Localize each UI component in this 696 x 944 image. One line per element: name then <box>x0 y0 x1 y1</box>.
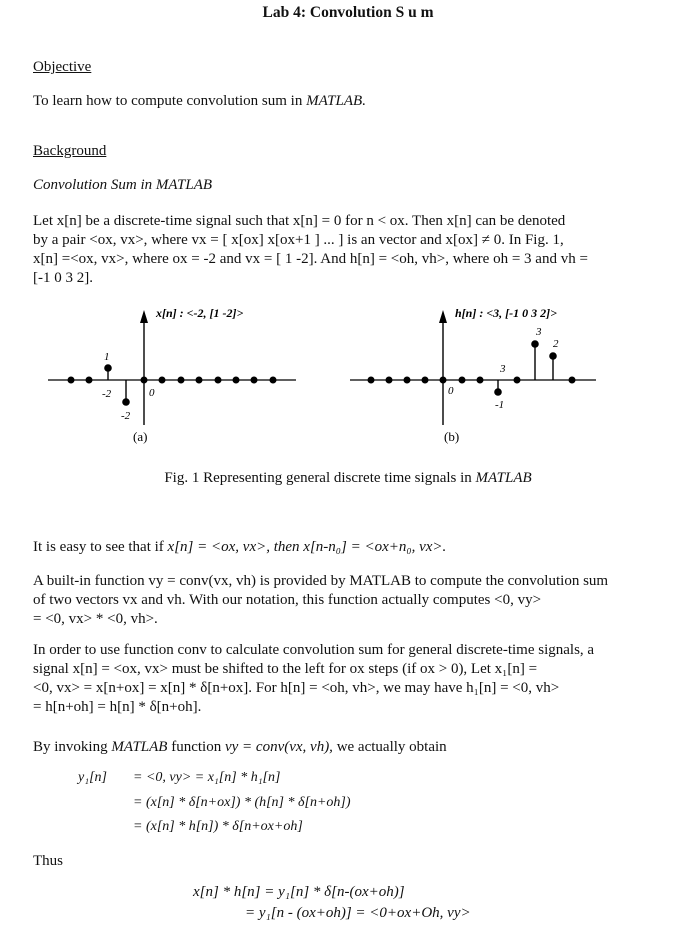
p4-line1: In order to use function conv to calculate convolution sum for general discrete-time signals, a <box>33 642 595 658</box>
b-tick-label-3: 3 <box>500 363 506 375</box>
p4-line2: signal x[n] = <ox, vx> must be shifted to the left for ox steps (if ox > 0), Let x₁[n] = <box>33 661 538 677</box>
page-title: Lab 4: Convolution S u m <box>262 4 434 21</box>
figure-stem-plots <box>0 290 696 450</box>
a-axis-arrow-icon <box>140 310 148 323</box>
thus-label: Thus <box>33 853 63 869</box>
b-panel-label: (b) <box>444 429 460 444</box>
p3-line1: A built-in function vy = conv(vx, vh) is provided by MATLAB to compute the convolution sum <box>33 573 609 589</box>
b-stem-3-head <box>531 340 539 348</box>
stem-plot-a <box>48 306 296 444</box>
b-tick-label-0: 0 <box>448 385 454 397</box>
objective-heading-text: Objective <box>33 59 92 75</box>
paragraph-shift-property <box>33 539 446 556</box>
p5-text-pre: By invoking <box>33 739 112 755</box>
a-tick-label-neg2: -2 <box>102 388 112 400</box>
b-stem-2-head <box>549 352 557 360</box>
p5-code: vy = conv(vx, vh), <box>224 739 333 755</box>
figure-caption <box>0 470 696 487</box>
p1-line2: by a pair <ox, vx>, where vx = [ x[ox] x[ox+1 ] ... ] is an vector and x[ox] ≠ 0. In Fig. 1, <box>33 232 564 248</box>
derivation-line-3: = (x[n] * h[n]) * δ[n+ox+oh] <box>133 819 303 834</box>
objective-text-matlab: MATLAB. <box>306 93 366 109</box>
p2-math: x[n] = <ox, vx>, then x[n-n₀] = <ox+n₀, vx>. <box>167 539 447 555</box>
a-value-label-neg2: -2 <box>121 410 131 422</box>
figure-caption-matlab: MATLAB <box>475 470 532 486</box>
objective-heading <box>33 59 91 76</box>
derivation-lhs: y₁[n] <box>78 770 107 785</box>
p5-text-post: we actually obtain <box>332 739 447 755</box>
background-heading-text: Background <box>33 143 107 159</box>
p3-line3: = <0, vx> * <0, vh>. <box>33 611 158 627</box>
objective-text <box>33 93 366 110</box>
a-stem-2-head <box>122 398 130 406</box>
section-subheading-text: Convolution Sum in MATLAB <box>33 177 213 193</box>
p5-matlab: MATLAB <box>111 739 168 755</box>
p5-text-mid: function <box>167 739 225 755</box>
b-stem-neg1-head <box>494 388 502 396</box>
b-signal-label: h[n] : <3, [-1 0 3 2]> <box>455 306 557 320</box>
p4-line3: <0, vx> = x[n+ox] = x[n] * δ[n+ox]. For h[n] = <oh, vh>, we may have h₁[n] = <0, vh> <box>33 680 560 696</box>
p4-line4: = h[n+oh] = h[n] * δ[n+oh]. <box>33 699 202 715</box>
b-value-label-2: 2 <box>553 338 559 350</box>
p1-line1: Let x[n] be a discrete-time signal such that x[n] = 0 for n < ox. Then x[n] can be denoted <box>33 213 566 229</box>
p2-text: It is easy to see that if <box>33 539 168 555</box>
background-heading <box>33 143 106 160</box>
b-value-label-3: 3 <box>536 326 542 338</box>
figure-caption-text: Fig. 1 Representing general discrete time signals in <box>164 470 476 486</box>
derivation-line-1: = <0, vy> = x₁[n] * h₁[n] <box>133 770 281 785</box>
objective-text-plain: To learn how to compute convolution sum in <box>33 93 307 109</box>
paragraph-general-signals <box>33 641 679 717</box>
a-stem-1-head <box>104 364 112 372</box>
b-axis-arrow-icon <box>439 310 447 323</box>
p3-line2: of two vectors vx and vh. With our notation, this function actually computes <0, vy> <box>33 592 542 608</box>
stem-plot-b <box>350 306 596 444</box>
final-line-2: = y₁[n - (ox+oh)] = <0+ox+Oh, vy> <box>245 905 471 921</box>
section-subheading <box>33 177 212 194</box>
p1-line3: x[n] =<ox, vx>, where ox = -2 and vx = [ 1 -2]. And h[n] = <oh, vh>, where oh = 3 and vh = <box>33 251 588 267</box>
paragraph-conv-function <box>33 572 679 629</box>
a-value-label-1: 1 <box>104 351 110 363</box>
a-signal-label: x[n] : <-2, [1 -2]> <box>156 306 244 320</box>
derivation-line-2: = (x[n] * δ[n+ox]) * (h[n] * δ[n+oh]) <box>133 795 351 810</box>
final-line-1: x[n] * h[n] = y₁[n] * δ[n-(ox+oh)] <box>193 884 405 900</box>
paragraph-signal-definition <box>33 212 679 288</box>
paragraph-invoking <box>33 739 447 756</box>
p1-line4: [-1 0 3 2]. <box>33 270 93 286</box>
a-panel-label: (a) <box>133 429 148 444</box>
b-value-label-neg1: -1 <box>495 399 505 411</box>
a-tick-label-0: 0 <box>149 387 155 399</box>
